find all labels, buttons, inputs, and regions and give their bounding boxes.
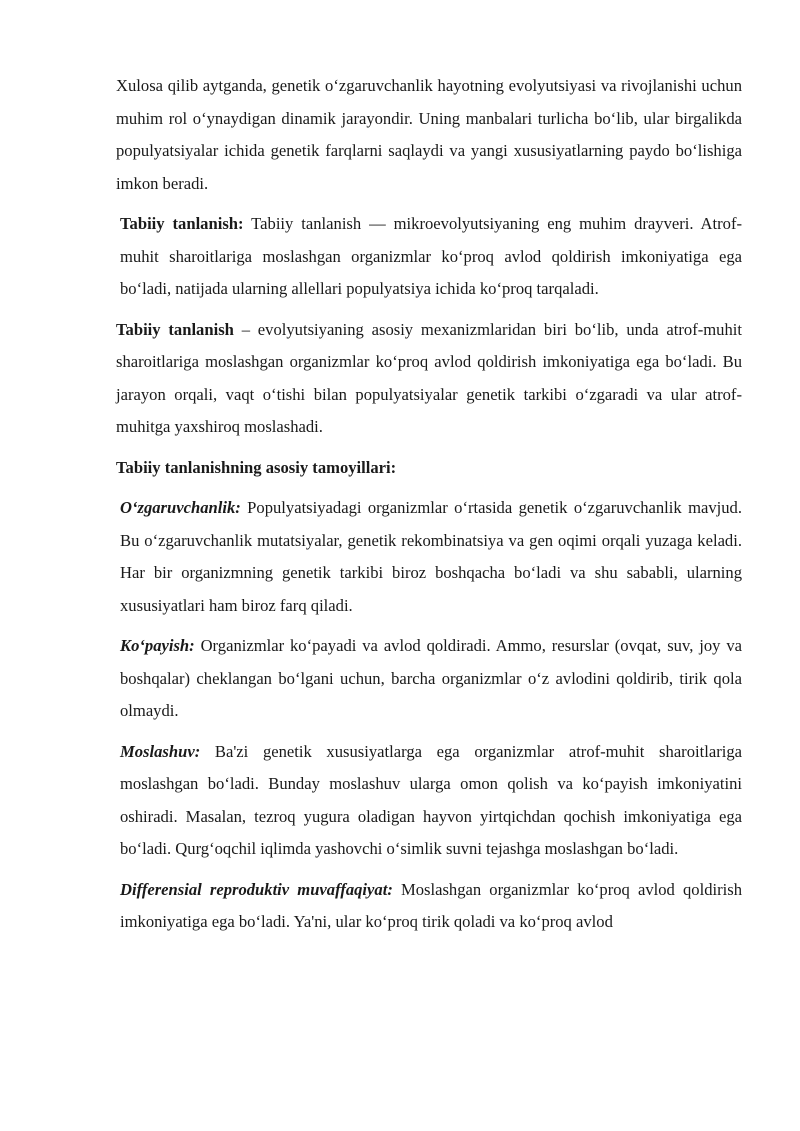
term-variation: O‘zgaruvchanlik: bbox=[120, 498, 241, 517]
paragraph-natural-selection-definition bbox=[116, 314, 742, 444]
paragraph-text: Ba'zi genetik xususiyatlarga ega organizmlar atrof-muhit sharoitlariga moslashgan bo‘ladi. Bunday moslashuv ularga omon qolish va ko‘payish imkoniyatini oshiradi. Masalan, tezroq yugura oladigan hayvon yirtqichdan qochish imkoniyatiga ega bo‘ladi. Qurg‘oqchil iqlimda yashovchi o‘simlik suvni tejashga moslashgan bo‘ladi. bbox=[120, 741, 742, 858]
paragraph-natural-selection-intro bbox=[116, 208, 742, 306]
paragraph-text: Moslashgan organizmlar ko‘proq avlod qoldirish imkoniyatiga ega bo‘ladi. Ya'ni, ular ko‘proq tirik qoladi va ko‘proq avlod bbox=[120, 879, 742, 931]
paragraph-conclusion bbox=[116, 70, 742, 200]
paragraph-reproduction bbox=[116, 630, 742, 728]
term-natural-selection: Tabiiy tanlanish: bbox=[120, 214, 244, 233]
paragraph-text: – evolyutsiyaning asosiy mexanizmlaridan biri bo‘lib, unda atrof-muhit sharoitlariga moslashgan organizmlar ko‘proq avlod qoldirish imkoniyatiga ega bo‘ladi. Bu jarayon orqali, vaqt o‘tishi bilan populyatsiyalar genetik tarkibi o‘zgaradi va ular atrof-muhitga yaxshiroq moslashadi. bbox=[116, 319, 742, 436]
paragraph-text: Populyatsiyadagi organizmlar o‘rtasida genetik o‘zgaruvchanlik mavjud. Bu o‘zgaruvchanlik mutatsiyalar, genetik rekombinatsiya va gen oqimi orqali yuzaga keladi. Har bir organizmning genetik tarkibi biroz boshqacha bo‘ladi va shu sababli, ularning xususiyatlari ham biroz farq qiladi. bbox=[120, 498, 742, 615]
term-natural-selection-2: Tabiiy tanlanish bbox=[116, 319, 234, 339]
term-adaptation: Moslashuv: bbox=[120, 741, 201, 761]
paragraph-differential-reproduction bbox=[116, 874, 742, 939]
section-heading: Tabiiy tanlanishning asosiy tamoyillari: bbox=[116, 457, 397, 477]
document-page bbox=[116, 70, 742, 947]
paragraph-variation bbox=[116, 492, 742, 622]
term-reproduction: Ko‘payish: bbox=[120, 636, 195, 655]
term-differential-reproduction: Differensial reproduktiv muvaffaqiyat: bbox=[120, 879, 393, 899]
paragraph-text: Tabiiy tanlanish — mikroevolyutsiyaning eng muhim drayveri. Atrof-muhit sharoitlariga moslashgan organizmlar ko‘proq avlod qoldirish imkoniyatiga ega bo‘ladi, natijada ularning allellari populyatsiya ichida ko‘proq tarqaladi. bbox=[120, 214, 743, 298]
paragraph-text: Xulosa qilib aytganda, genetik o‘zgaruvchanlik hayotning evolyutsiyasi va rivojlanishi uchun muhim rol o‘ynaydigan dinamik jarayondir. Uning manbalari turlicha bo‘lib, ular birgalikda populyatsiyalar ichida genetik farqlarni saqlaydi va yangi xususiyatlarning paydo bo‘lishiga imkon beradi. bbox=[116, 76, 742, 193]
paragraph-text: Organizmlar ko‘payadi va avlod qoldiradi. Ammo, resurslar (ovqat, suv, joy va boshqalar) cheklangan bo‘lgani uchun, barcha organizmlar o‘z avlodini qoldirib, tirik qola olmaydi. bbox=[120, 636, 742, 720]
paragraph-adaptation bbox=[116, 736, 742, 866]
